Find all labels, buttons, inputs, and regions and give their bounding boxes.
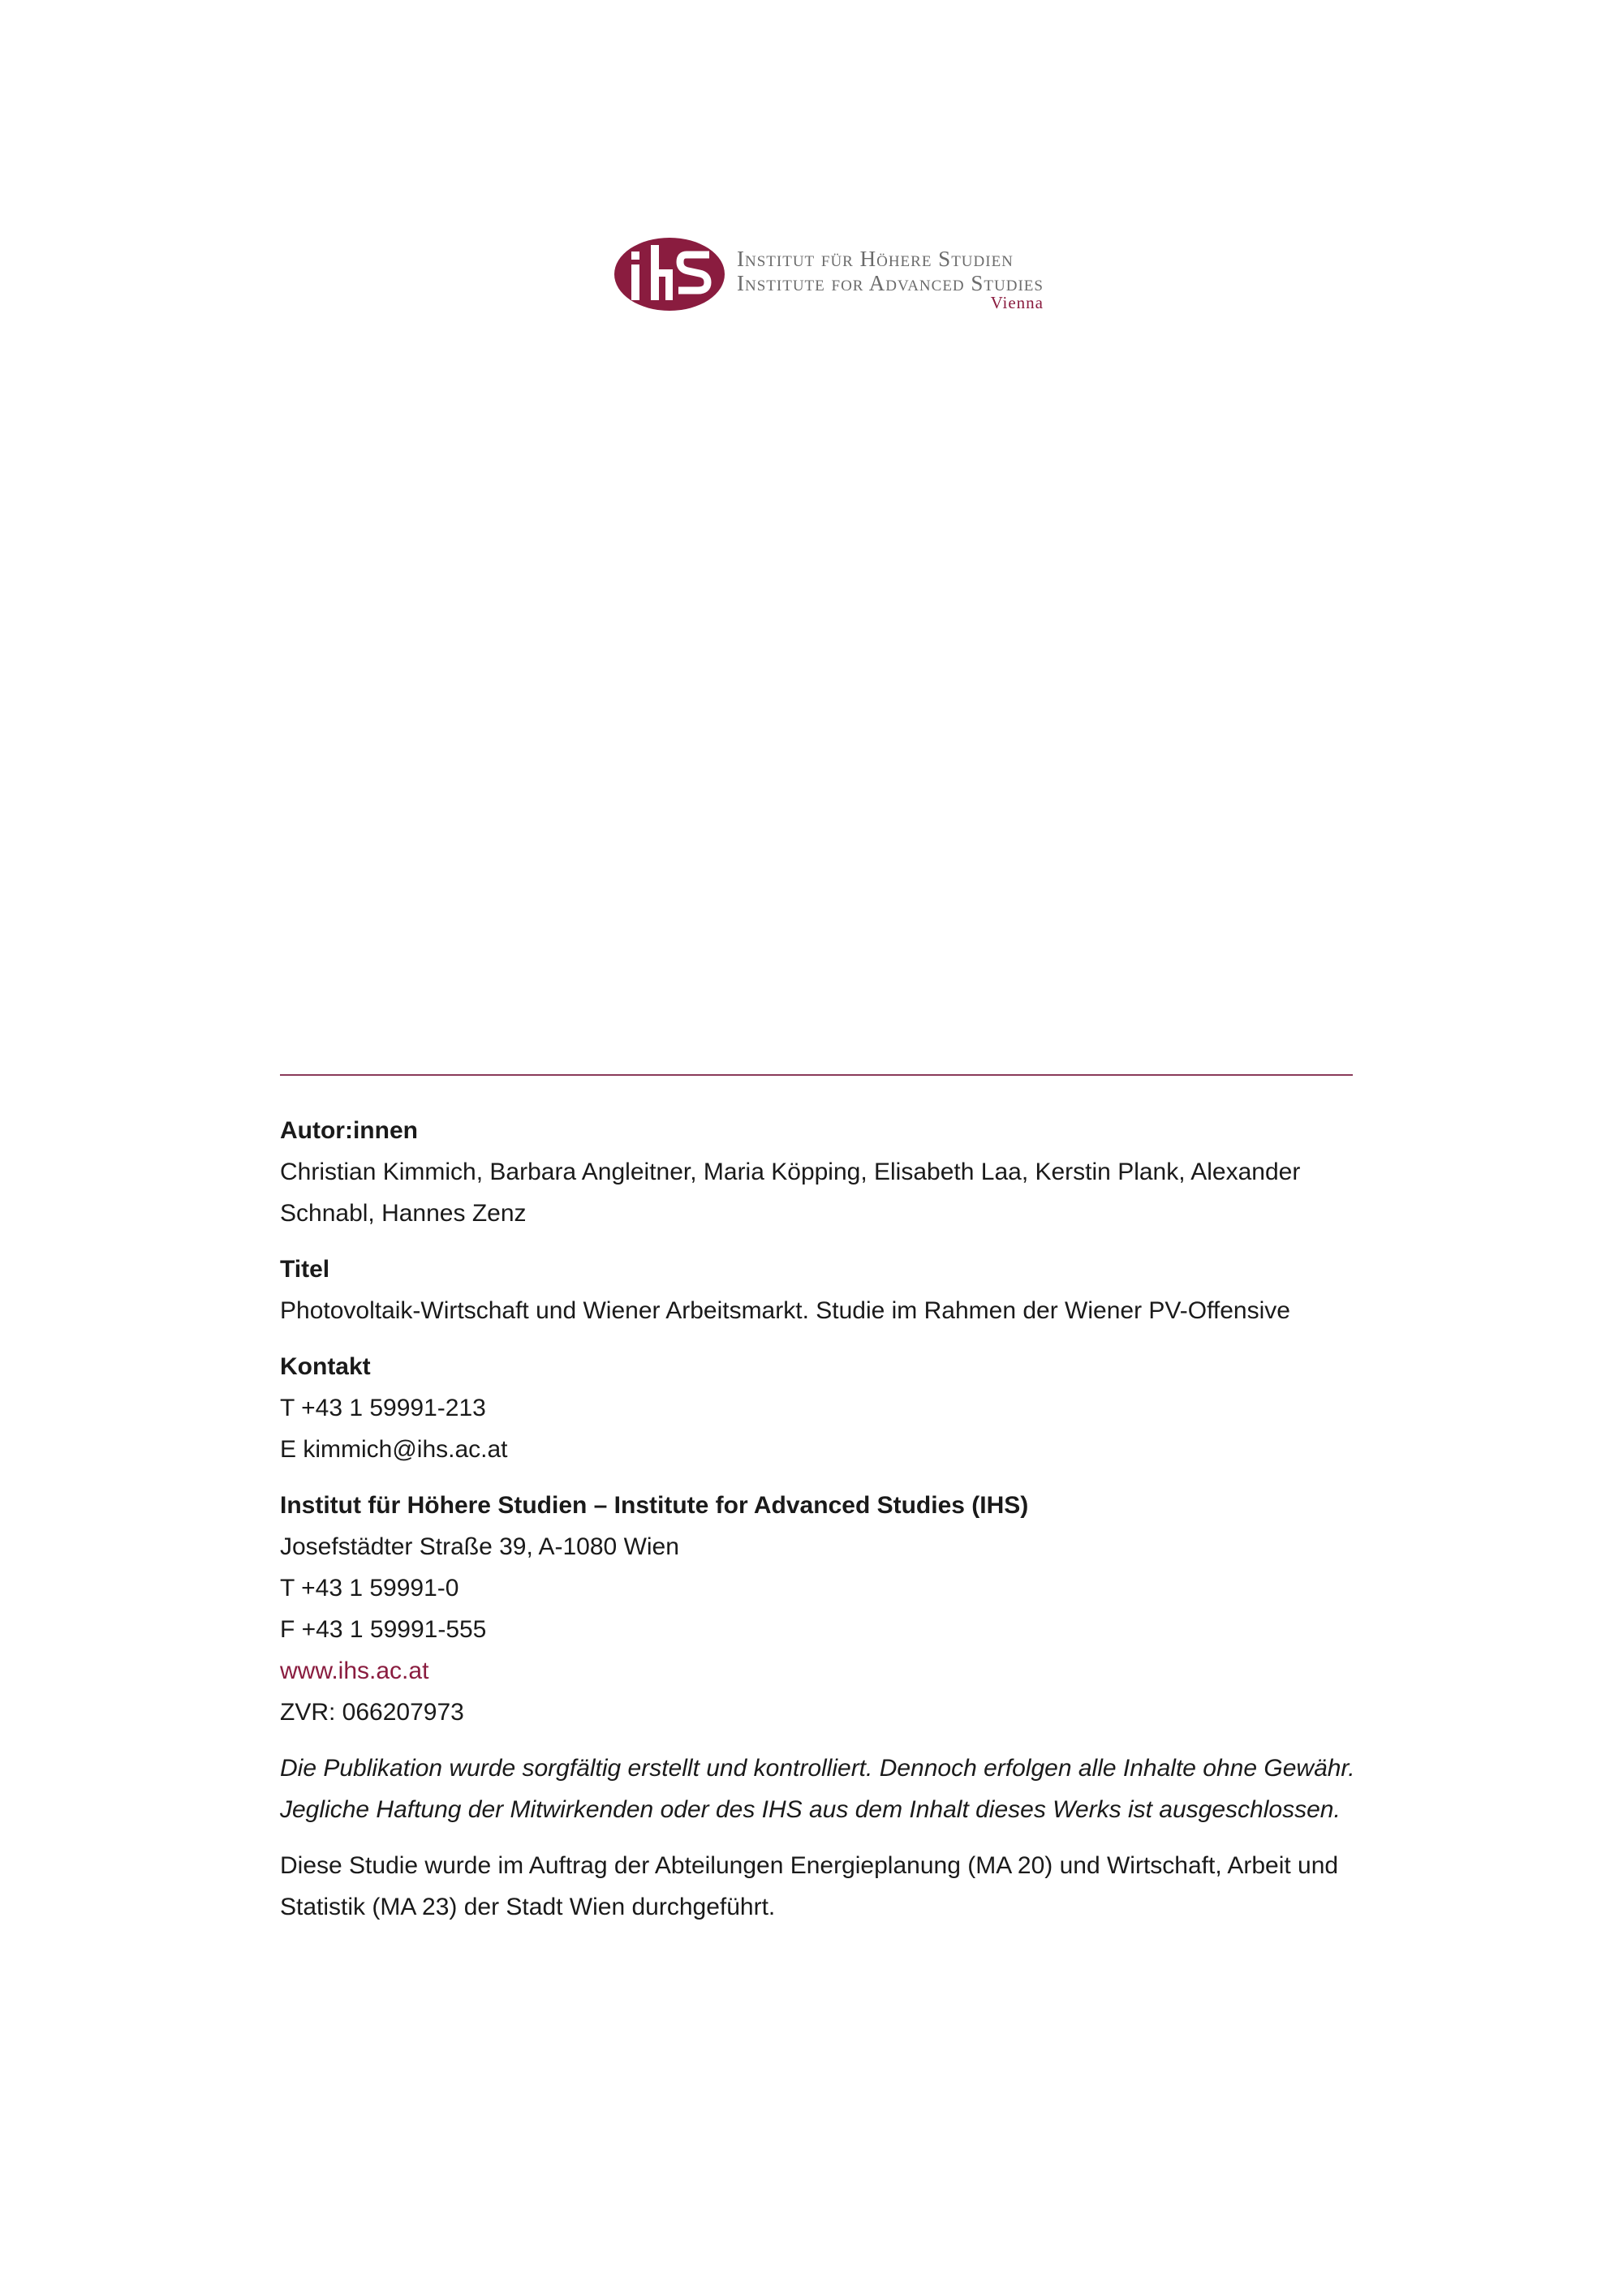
contact-phone: T +43 1 59991-213: [280, 1395, 486, 1421]
logo-line-vienna: Vienna: [990, 293, 1044, 312]
ihs-logo: [613, 235, 1100, 316]
institute-address: Josefstädter Straße 39, A-1080 Wien: [280, 1533, 679, 1560]
contact-heading: Kontakt: [280, 1353, 371, 1380]
institute-phone: T +43 1 59991-0: [280, 1575, 459, 1602]
logo-line-de: Institut für Höhere Studien: [737, 247, 1014, 271]
contact-email: E kimmich@ihs.ac.at: [280, 1436, 508, 1463]
ihs-logo-mark: [613, 237, 725, 312]
title-heading: Titel: [280, 1256, 330, 1283]
commission-section: [280, 1845, 1359, 1928]
commission-text: Diese Studie wurde im Auftrag der Abteilungen Energieplanung (MA 20) und Wirtschaft, Arbeit und Statistik (MA 23) der Stadt Wien durchgeführt.: [280, 1852, 1339, 1920]
authors-section: [280, 1110, 1359, 1234]
institute-website-link[interactable]: www.ihs.ac.at: [280, 1658, 429, 1684]
institute-fax: F +43 1 59991-555: [280, 1616, 487, 1643]
imprint-content: [280, 1110, 1359, 1942]
authors-heading: Autor:innen: [280, 1117, 418, 1144]
section-divider: [280, 1074, 1353, 1076]
ihs-logo-wordmark: [737, 247, 1044, 312]
title-text: Photovoltaik-Wirtschaft und Wiener Arbeitsmarkt. Studie im Rahmen der Wiener PV-Offensive: [280, 1297, 1290, 1324]
institute-zvr: ZVR: 066207973: [280, 1699, 464, 1726]
contact-section: [280, 1346, 1359, 1470]
institute-heading: Institut für Höhere Studien – Institute for Advanced Studies (IHS): [280, 1492, 1029, 1519]
authors-text: Christian Kimmich, Barbara Angleitner, Maria Köpping, Elisabeth Laa, Kerstin Plank, Alexander Schnabl, Hannes Zenz: [280, 1159, 1301, 1227]
disclaimer-section: [280, 1748, 1359, 1830]
title-section: [280, 1249, 1359, 1331]
institute-section: [280, 1485, 1359, 1733]
disclaimer-text: Die Publikation wurde sorgfältig erstellt und kontrolliert. Dennoch erfolgen alle Inhalte ohne Gewähr. Jegliche Haftung der Mitwirkenden oder des IHS aus dem Inhalt dieses Werks ist ausgeschlossen.: [280, 1755, 1355, 1823]
logo-line-en: Institute for Advanced Studies: [737, 271, 1044, 295]
